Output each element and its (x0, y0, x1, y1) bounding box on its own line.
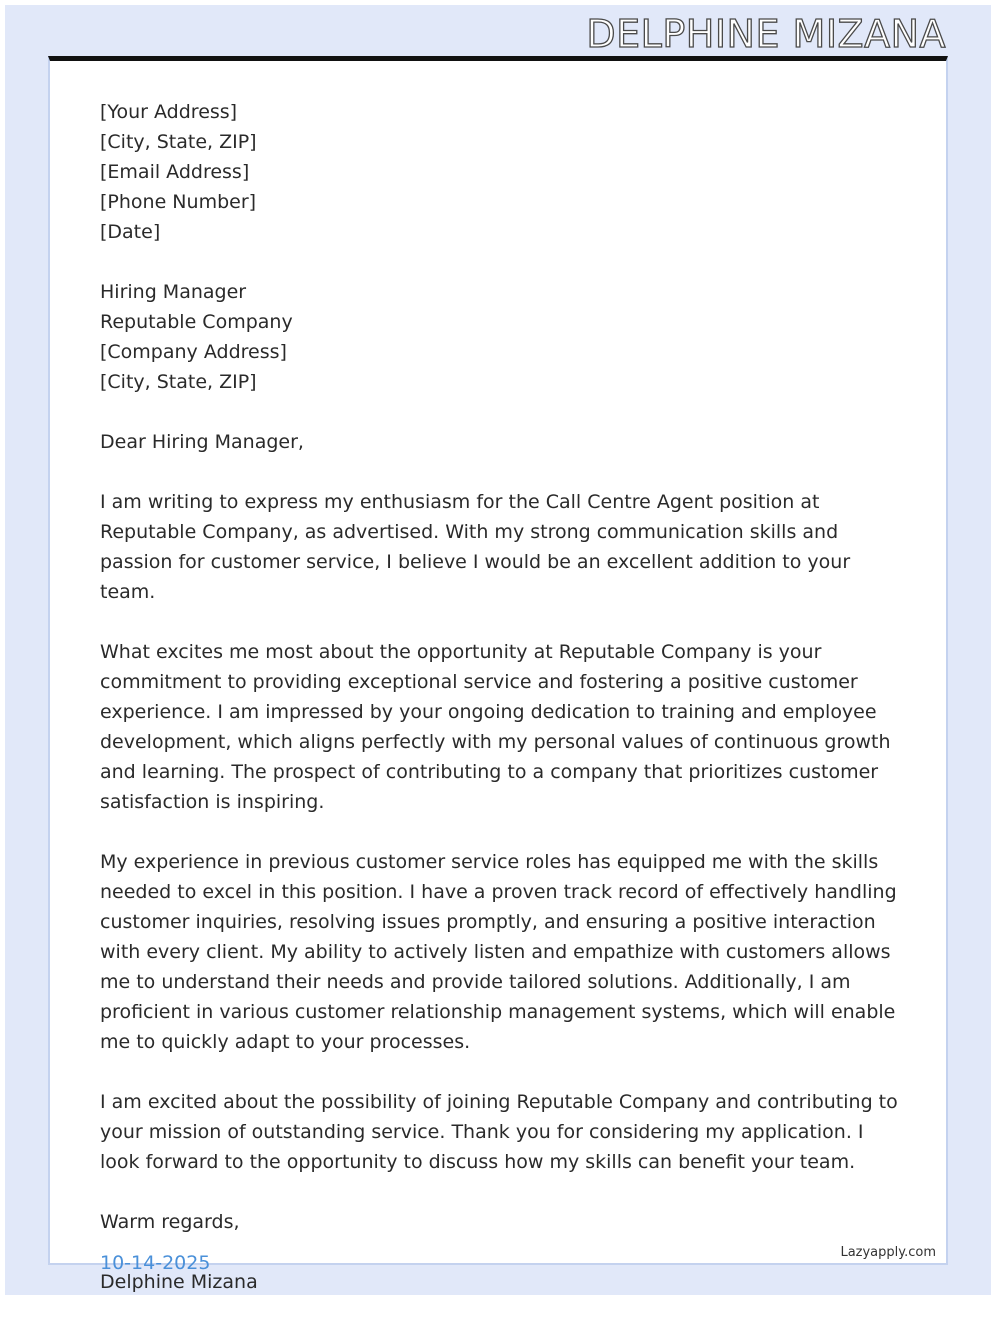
sender-address-block (100, 97, 900, 247)
sender-line: [Email Address] (100, 161, 250, 183)
recipient-line: Reputable Company (100, 311, 293, 333)
recipient-line: [Company Address] (100, 341, 287, 363)
recipient-line: Hiring Manager (100, 281, 247, 303)
recipient-address-block (100, 277, 900, 397)
signature: Delphine Mizana (100, 1271, 258, 1293)
salutation: Dear Hiring Manager, (100, 431, 304, 453)
brand-watermark: Lazyapply.com (840, 1245, 936, 1260)
body-paragraph: I am excited about the possibility of joining Reputable Company and contributing to your mission of outstanding service. Thank you for considering my application. I look forward to the opportunity to discuss how my skills can benefit your team. (100, 1091, 898, 1173)
body-paragraph: My experience in previous customer service roles has equipped me with the skills needed to excel in this position. I have a proven track record of effectively handling customer inquiries, resolving issues promptly, and ensuring a positive interaction with every client. My ability to actively listen and empathize with customers allows me to understand their needs and provide tailored solutions. Additionally, I am proficient in various customer relationship management systems, which will enable me to quickly adapt to your processes. (100, 851, 897, 1053)
applicant-name-header: DELPHINE MIZANA (586, 12, 946, 56)
closing: Warm regards, (100, 1211, 240, 1233)
spacer (100, 247, 900, 277)
footer-date: 10-14-2025 (100, 1252, 211, 1274)
sender-line: [Date] (100, 221, 161, 243)
body-paragraph: I am writing to express my enthusiasm for the Call Centre Agent position at Reputable Company, as advertised. With my strong communication skills and passion for customer service, I believe I would be an excellent addition to your team. (100, 491, 851, 603)
recipient-line: [City, State, ZIP] (100, 371, 257, 393)
sender-line: [Your Address] (100, 101, 238, 123)
sender-line: [Phone Number] (100, 191, 257, 213)
sender-line: [City, State, ZIP] (100, 131, 257, 153)
letter-body (100, 97, 900, 1327)
body-paragraph: What excites me most about the opportunity at Reputable Company is your commitment to providing exceptional service and fostering a positive customer experience. I am impressed by your ongoing dedication to training and employee development, which aligns perfectly with my personal values of continuous growth and learning. The prospect of contributing to a company that prioritizes customer satisfaction is inspiring. (100, 641, 891, 813)
spacer (100, 397, 900, 427)
